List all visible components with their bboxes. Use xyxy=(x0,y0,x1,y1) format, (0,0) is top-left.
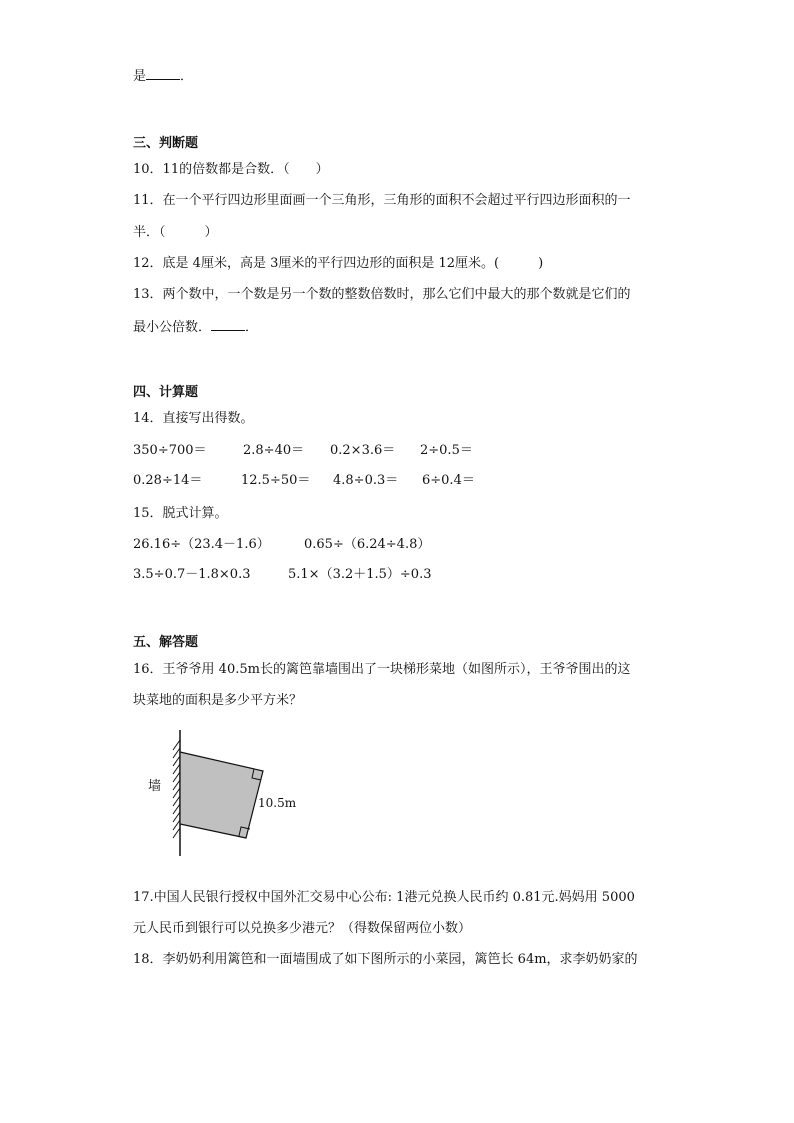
question-11-line2: 半．（ ） xyxy=(133,225,218,240)
question-13-text: 最小公倍数． xyxy=(133,320,212,335)
side-length-label: 10.5m xyxy=(258,796,297,810)
answer-blank[interactable] xyxy=(211,318,245,331)
calc-item: 2.8÷40＝ xyxy=(243,443,305,458)
trapezoid-garden-figure xyxy=(140,728,300,858)
calc-item: 5.1×（3.2＋1.5）÷0.3 xyxy=(288,567,432,582)
section-heading-solution: 五、解答题 xyxy=(133,635,199,650)
question-16-line1: 16．王爷爷用 40.5m长的篱笆靠墙围出了一块梯形菜地（如图所示），王爷爷围出的这 xyxy=(133,662,631,677)
calc-item: 0.28÷14＝ xyxy=(133,473,203,488)
prev-answer-line xyxy=(133,67,193,85)
calc-item: 350÷700＝ xyxy=(133,443,207,458)
question-13-tail: ． xyxy=(245,320,259,335)
calc-item: 6÷0.4＝ xyxy=(422,473,475,488)
wall-hatching xyxy=(173,740,180,838)
calc-item: 26.16÷（23.4－1.6） xyxy=(133,537,270,552)
calc-item: 2÷0.5＝ xyxy=(420,443,473,458)
calc-item: 3.5÷0.7－1.8×0.3 xyxy=(133,567,251,582)
section-heading-calculation: 四、计算题 xyxy=(133,385,199,400)
calc-item: 12.5÷50＝ xyxy=(241,473,311,488)
wall-label: 墙 xyxy=(148,779,162,794)
question-17-line1: 17.中国人民银行授权中国外汇交易中心公布: 1港元兑换人民币约 0.81元.妈妈用 5000 xyxy=(133,890,635,905)
trapezoid-shape xyxy=(180,752,263,838)
section-heading-judgement: 三、判断题 xyxy=(133,136,199,151)
calc-item: 0.2×3.6＝ xyxy=(330,443,396,458)
question-17-line2: 元人民币到银行可以兑换多少港元？（得数保留两位小数） xyxy=(133,921,472,936)
question-15: 15．脱式计算。 xyxy=(133,506,228,521)
calc-item: 0.65÷（6.24÷4.8） xyxy=(304,537,431,552)
calc-item: 4.8÷0.3＝ xyxy=(333,473,399,488)
answer-blank[interactable] xyxy=(146,67,180,80)
question-16-line2: 块菜地的面积是多少平方米？ xyxy=(133,693,303,708)
question-12: 12．底是 4厘米，高是 3厘米的平行四边形的面积是 12厘米。( ) xyxy=(133,256,544,271)
question-11-line1: 11．在一个平行四边形里面画一个三角形，三角形的面积不会超过平行四边形面积的一 xyxy=(133,193,631,208)
question-10: 10．11的倍数都是合数．（ ） xyxy=(133,162,329,177)
question-18-line1: 18．李奶奶利用篱笆和一面墙围成了如下图所示的小菜园，篱笆长 64m，求李奶奶家的 xyxy=(133,952,638,967)
question-13-line2 xyxy=(133,318,258,336)
prev-text: 是 xyxy=(133,69,147,84)
prev-tail: ． xyxy=(180,69,194,84)
question-14: 14．直接写出得数。 xyxy=(133,411,254,426)
question-13-line1: 13．两个数中，一个数是另一个数的整数倍数时，那么它们中最大的那个数就是它们的 xyxy=(133,287,631,302)
